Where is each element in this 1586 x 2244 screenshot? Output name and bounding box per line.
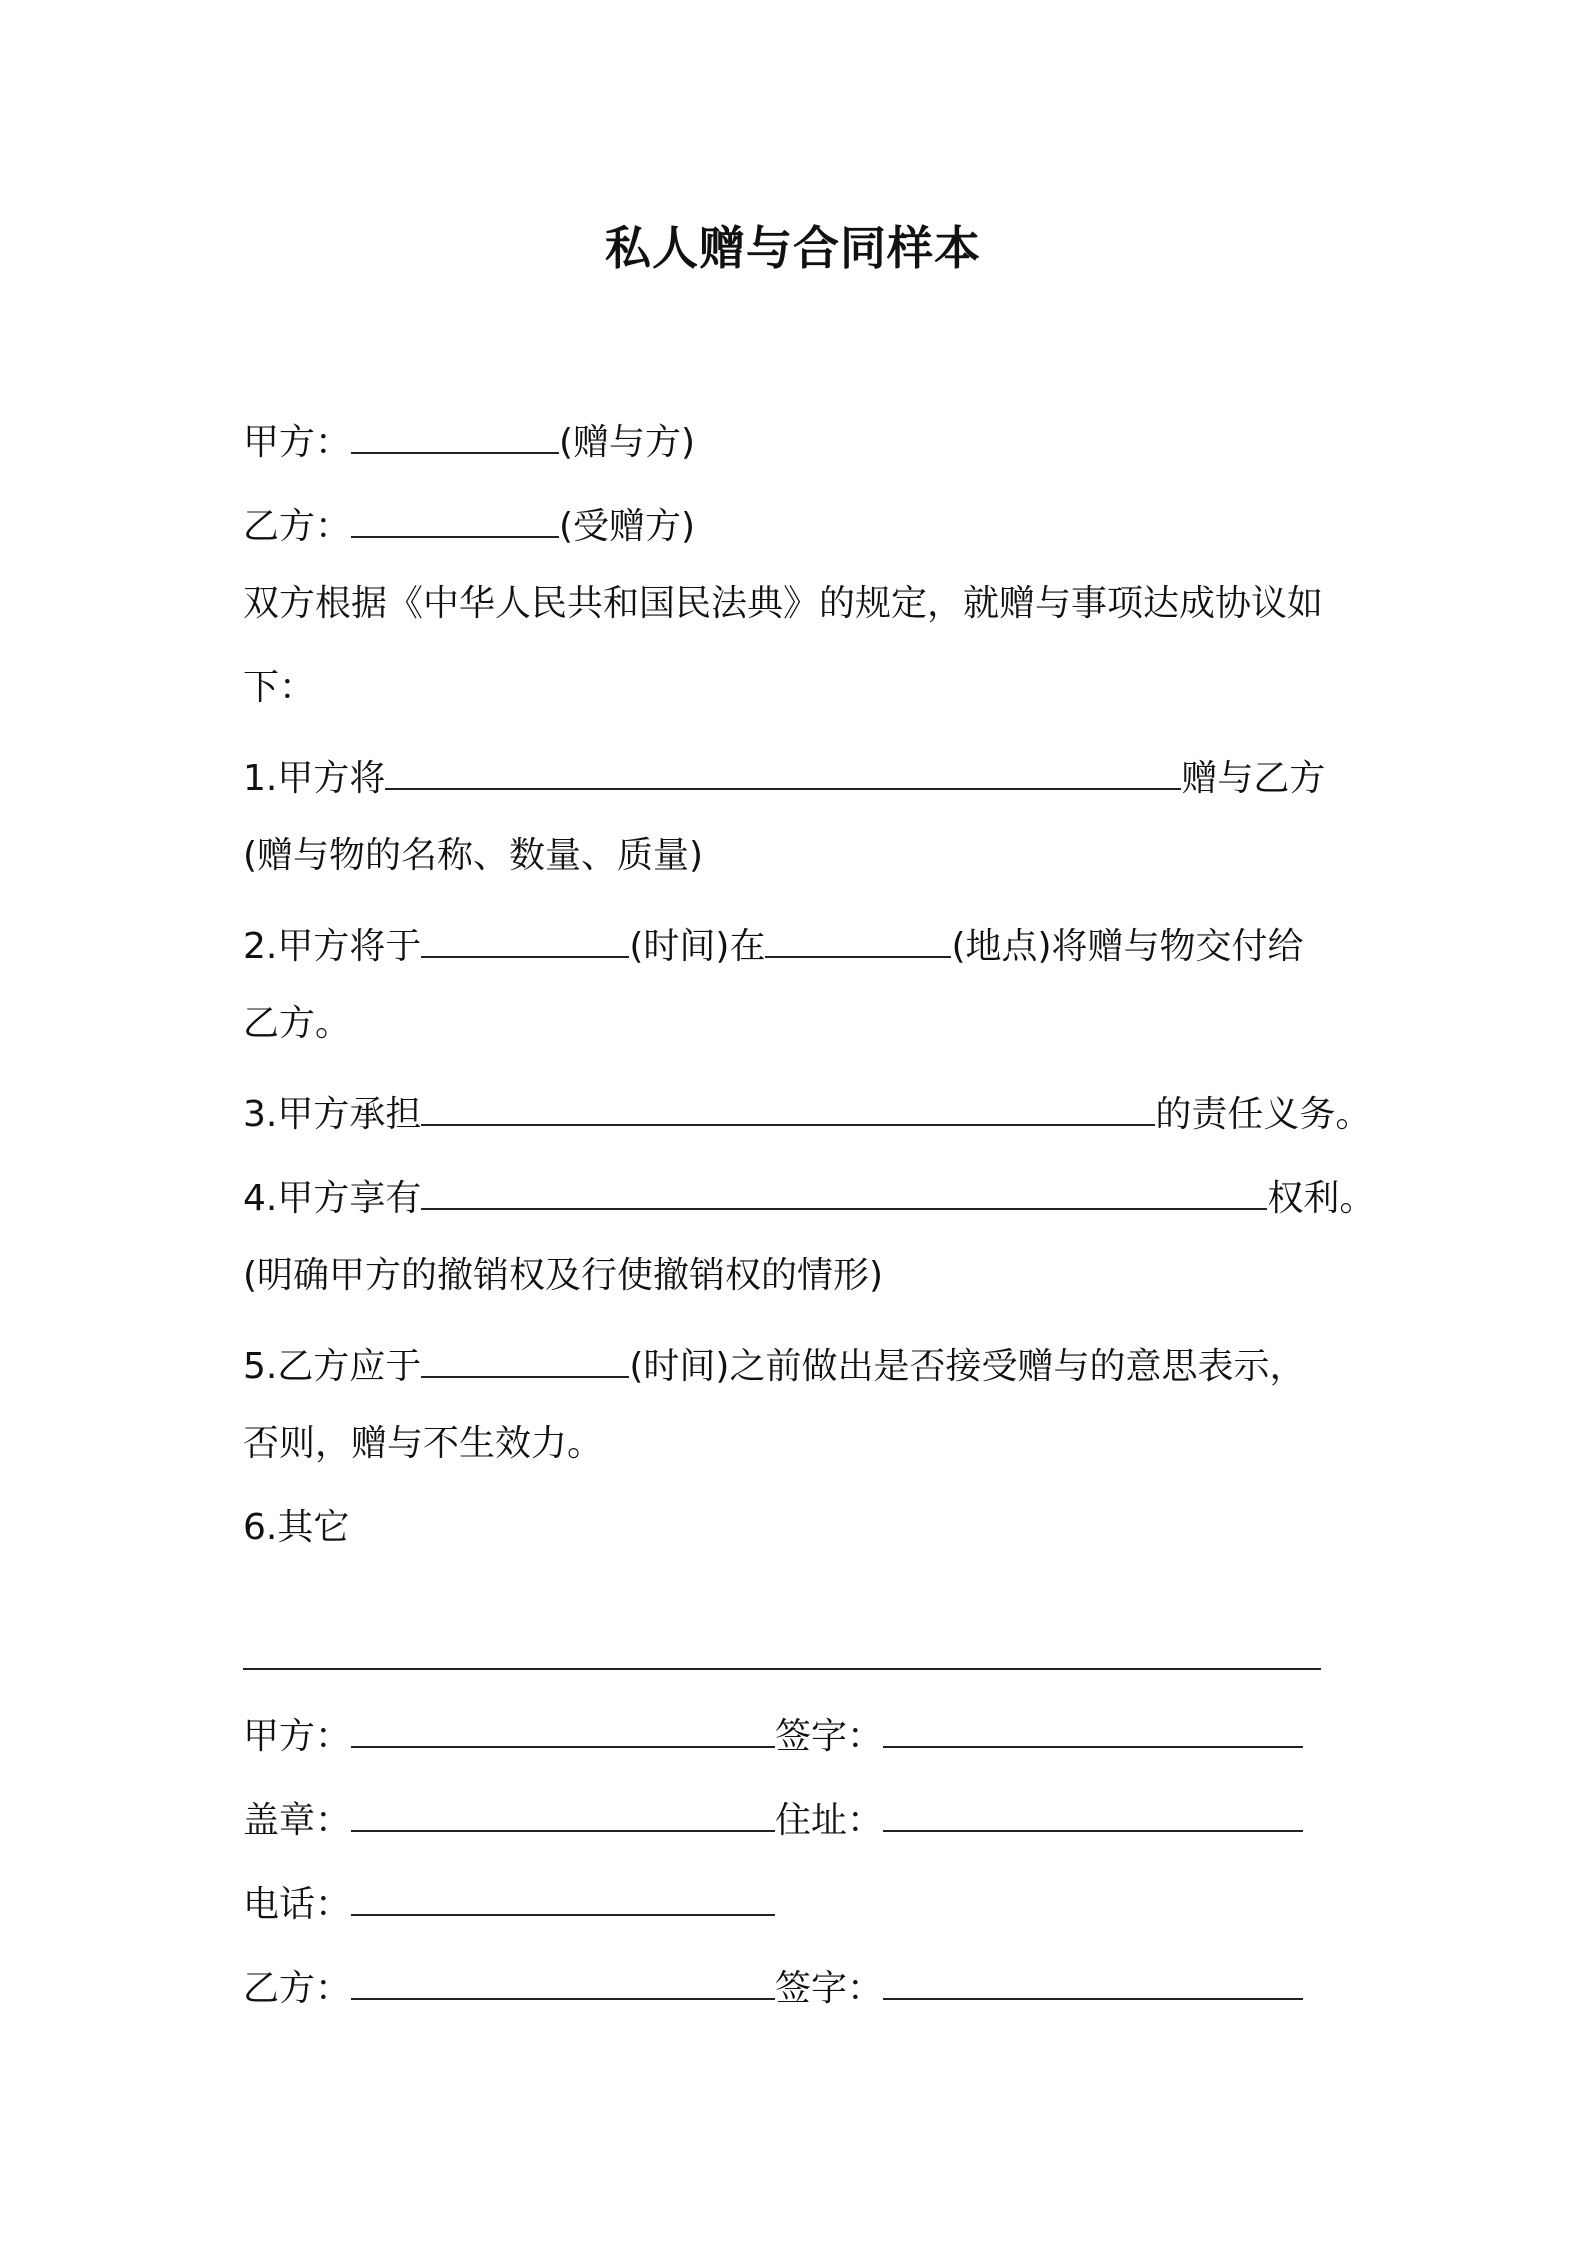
- clause-5-line-2: 否则，赠与不生效力。: [243, 1423, 604, 1464]
- clause-2-place-blank[interactable]: [765, 912, 951, 958]
- clause-1-suffix: 赠与乙方: [1181, 758, 1326, 799]
- party-b-line: [243, 492, 1403, 576]
- clause-3-blank[interactable]: [421, 1080, 1155, 1126]
- sig-sign-b-blank[interactable]: [883, 1954, 1303, 2000]
- clause-2-time-blank[interactable]: [421, 912, 629, 958]
- clause-5: [243, 1332, 1403, 1416]
- page-title: 私人赠与合同样本: [605, 221, 981, 275]
- clause-3-suffix: 的责任义务。: [1155, 1094, 1372, 1135]
- signature-row-b: [243, 1954, 1403, 2038]
- clause-2-prefix: 2.甲方将于: [243, 926, 422, 967]
- party-a-line: [243, 408, 1403, 492]
- clause-1: [243, 744, 1403, 828]
- clause-5-suffix: (时间)之前做出是否接受赠与的意思表示，: [629, 1346, 1306, 1387]
- clause-4-suffix: 权利。: [1267, 1178, 1376, 1219]
- sig-party-a-label: 甲方：: [243, 1716, 352, 1757]
- sig-phone-blank[interactable]: [351, 1870, 775, 1916]
- clause-1-note: (赠与物的名称、数量、质量): [243, 835, 704, 876]
- sig-seal-label: 盖章：: [243, 1800, 352, 1841]
- clause-1-blank[interactable]: [385, 744, 1181, 790]
- clause-5-prefix: 5.乙方应于: [243, 1346, 422, 1387]
- signature-row-a: [243, 1702, 1403, 1786]
- sig-seal-blank[interactable]: [351, 1786, 775, 1832]
- clause-5-blank[interactable]: [421, 1332, 629, 1378]
- party-a-label: 甲方：: [243, 422, 352, 463]
- signature-row-seal: [243, 1786, 1403, 1870]
- sig-address-label: 住址：: [775, 1800, 884, 1841]
- clause-2-suffix: (地点)将赠与物交付给: [951, 926, 1304, 967]
- sig-phone-label: 电话：: [243, 1884, 352, 1925]
- party-a-blank[interactable]: [351, 408, 559, 454]
- party-b-blank[interactable]: [351, 492, 559, 538]
- sig-sign-blank[interactable]: [883, 1702, 1303, 1748]
- contract-body: [243, 408, 1403, 2038]
- clause-2: [243, 912, 1403, 996]
- signature-row-phone: [243, 1870, 1403, 1954]
- clause-6-blank[interactable]: [243, 1624, 1321, 1670]
- clause-3-prefix: 3.甲方承担: [243, 1094, 422, 1135]
- preamble-line-1: 双方根据《中华人民共和国民法典》的规定，就赠与事项达成协议如: [243, 583, 1324, 624]
- sig-sign-label: 签字：: [775, 1716, 884, 1757]
- clause-2-line-2: 乙方。: [243, 1003, 352, 1044]
- sig-party-b-blank[interactable]: [351, 1954, 775, 2000]
- clause-6: 6.其它: [243, 1507, 350, 1548]
- clause-6-fill-line: [243, 1584, 1403, 1702]
- clause-1-prefix: 1.甲方将: [243, 758, 386, 799]
- party-b-role: (受赠方): [559, 506, 696, 547]
- clause-4-note: (明确甲方的撤销权及行使撤销权的情形): [243, 1255, 884, 1296]
- clause-4-blank[interactable]: [421, 1164, 1267, 1210]
- party-b-label: 乙方：: [243, 506, 352, 547]
- sig-sign-label-b: 签字：: [775, 1968, 884, 2009]
- clause-4: [243, 1164, 1403, 1248]
- clause-3: [243, 1080, 1403, 1164]
- sig-party-b-label: 乙方：: [243, 1968, 352, 2009]
- clause-4-prefix: 4.甲方享有: [243, 1178, 422, 1219]
- sig-address-blank[interactable]: [883, 1786, 1303, 1832]
- sig-party-a-blank[interactable]: [351, 1702, 775, 1748]
- clause-2-mid: (时间)在: [629, 926, 766, 967]
- party-a-role: (赠与方): [559, 422, 696, 463]
- preamble-line-2: 下：: [243, 667, 316, 708]
